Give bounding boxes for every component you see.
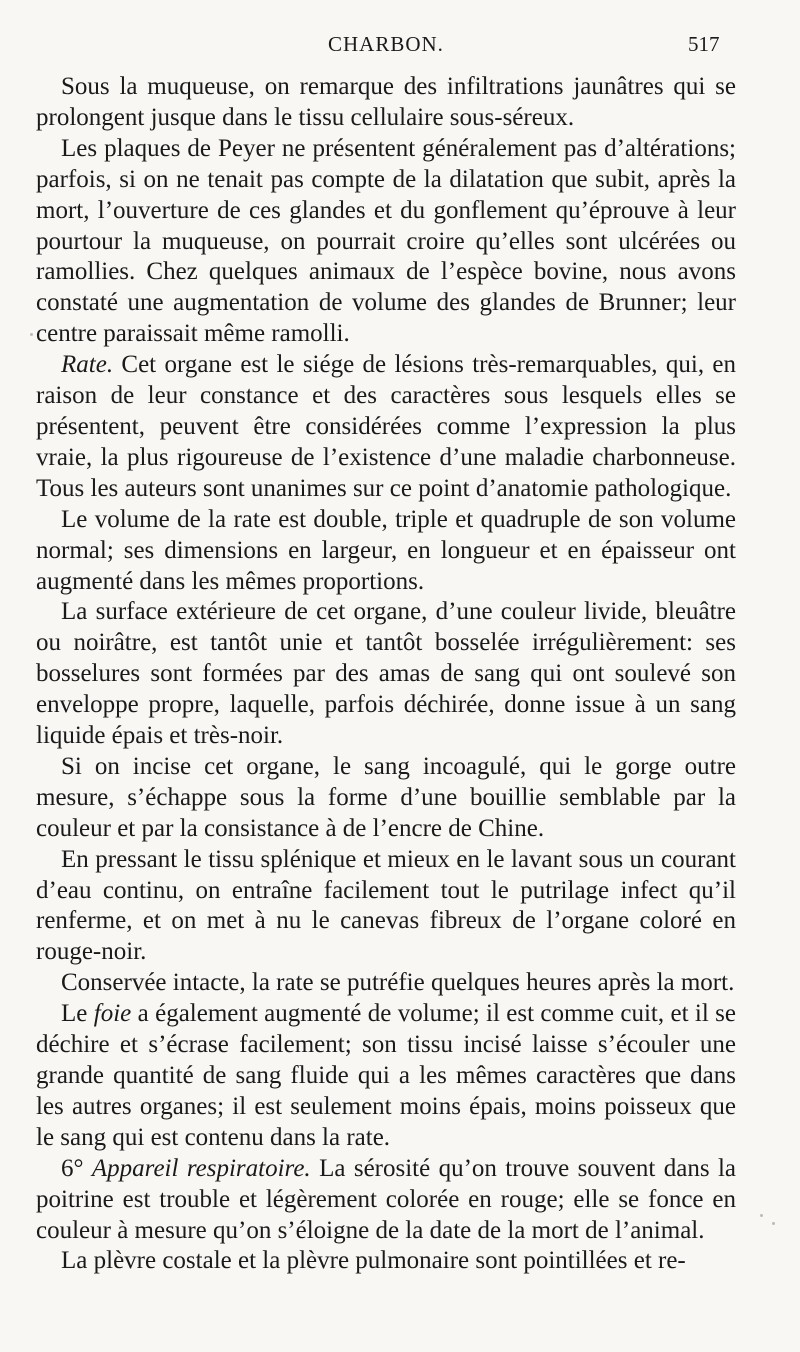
paragraph-appareil-respiratoire: 6° Appareil respiratoire. La sérosité qu’on trouve souvent dans la poitrine est trouble et légèrement colorée en rouge; elle se fonce en couleur à mesure qu’on s’éloigne de la date de la mort de l’animal. <box>36 1154 736 1244</box>
print-speck <box>772 1222 775 1225</box>
paragraph-infiltrations: Sous la muqueuse, on remarque des infiltrations jaunâtres qui se prolongent jusque dans le tissu cellulaire sous-séreux. <box>36 73 736 131</box>
print-speck <box>30 333 33 336</box>
paragraph-rate: Rate. Cet organe est le siége de lésions très-remarquables, qui, en raison de leur constance et des caractères sous lesquels elles se présentent, peuvent être considérées comme l’expression la plus vraie, la plus rigoureuse de l’existence d’une maladie charbonneuse. Tous les auteurs sont unanimes sur ce point d’anatomie pathologique. <box>36 351 736 502</box>
section-heading-rate: Rate. <box>61 351 114 379</box>
paragraph-plaques-de-peyer: Les plaques de Peyer ne présentent généralement pas d’altérations; parfois, si on ne tenait pas compte de la dilatation que subit, après la mort, l’ouverture de ces glandes et du gonflement qu’éprouve à leur pourtour la muqueuse, on pourrait croire qu’elles sont ulcérées ou ramollies. Chez quelques animaux de l’espèce bovine, nous avons constaté une augmentation de volume des glandes de Brunner; leur centre paraissait même ramolli. <box>36 134 736 348</box>
page-header <box>0 28 800 62</box>
page-body <box>36 72 736 1277</box>
print-speck <box>760 1214 763 1217</box>
paragraph-putrefaction: Conservée intacte, la rate se putréfie quelques heures après la mort. <box>61 969 735 997</box>
paragraph-volume-rate: Le volume de la rate est double, triple et quadruple de son volume normal; ses dimensions en largeur, en longueur et en épaisseur ont augmenté dans les mêmes proportions. <box>36 505 736 595</box>
paragraph-plevre: La plèvre costale et la plèvre pulmonaire sont pointillées et re- <box>61 1247 686 1275</box>
running-title: CHARBON. <box>328 32 444 56</box>
section-heading-appareil-respiratoire: Appareil respiratoire. <box>91 1154 311 1182</box>
term-foie: foie <box>93 1000 132 1028</box>
paragraph-surface-exterieure: La surface extérieure de cet organe, d’une couleur livide, bleuâtre ou noirâtre, est tantôt unie et tantôt bosselée irrégulièrement: ses bosselures sont formées par des amas de sang qui ont soulevé son enveloppe propre, laquelle, parfois déchirée, donne issue à un sang liquide épais et très-noir. <box>36 598 736 750</box>
paragraph-incision: Si on incise cet organe, le sang incoagulé, qui le gorge outre mesure, s’échappe sous la forme d’une bouillie semblable par la couleur et par la consistance à de l’encre de Chine. <box>36 752 736 842</box>
paragraph-tissu-splenique: En pressant le tissu splénique et mieux en le lavant sous un courant d’eau continu, on entraîne facilement tout le putrilage infect qu’il renferme, et on met à nu le canevas fibreux de l’organe coloré en rouge-noir. <box>36 845 736 966</box>
paragraph-foie: Le foie a également augmenté de volume; il est comme cuit, et il se déchire et s’écrase facilement; son tissu incisé laisse s’écouler une grande quantité de sang fluide qui a les mêmes caractères que dans les autres organes; il est seulement moins épais, moins poisseux que le sang qui est contenu dans la rate. <box>36 1000 736 1151</box>
page-number: 517 <box>688 32 720 56</box>
